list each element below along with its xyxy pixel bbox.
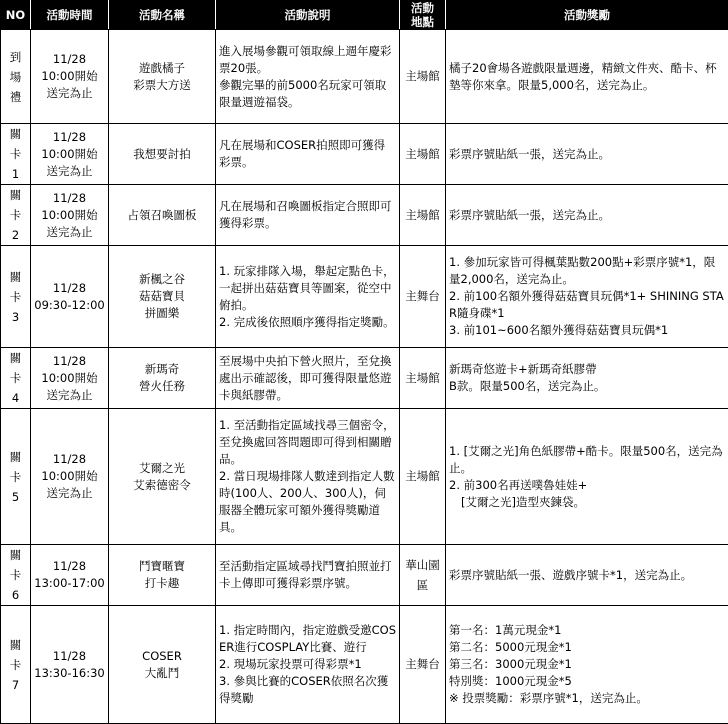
reward-cell <box>446 409 728 545</box>
event-name-line: 打卡趣 <box>112 575 212 592</box>
time-line: 11/28 <box>34 451 105 468</box>
venue: 主場館 <box>403 207 442 224</box>
reward-line: [艾爾之光]造型夾鍊袋。 <box>449 494 725 511</box>
description-line: 至活動指定區域尋找鬥寶拍照並打卡上傳即可獲得彩票序號。 <box>219 558 396 592</box>
time-line: 13:00-17:00 <box>34 575 105 592</box>
time-line: 10:00開始 <box>34 207 105 224</box>
row-number-cell <box>1 124 31 185</box>
reward-line: 第二名：5000元現金*1 <box>449 639 725 656</box>
reward-line: 彩票序號貼紙一張、遊戲序號卡*1，送完為止。 <box>449 567 725 584</box>
description-cell <box>216 606 400 724</box>
venue: 主場館 <box>403 146 442 163</box>
time-line: 10:00開始 <box>34 68 105 85</box>
time-cell <box>31 246 109 348</box>
reward-line: 第一名：1萬元現金*1 <box>449 622 725 639</box>
row-number-cell <box>1 606 31 724</box>
venue-cell <box>400 246 446 348</box>
row-number: 關卡1 <box>9 124 23 184</box>
table-row <box>1 409 728 545</box>
venue: 主場館 <box>403 68 442 85</box>
reward-cell <box>446 606 728 724</box>
event-name-line: 艾爾之光 <box>112 460 212 477</box>
table-row <box>1 606 728 724</box>
event-name-line: 新楓之谷 <box>112 271 212 288</box>
reward-line: 2. 前100名額外獲得菇菇寶貝玩偶*1+ SHINING STAR隨身碟*1 <box>449 288 725 322</box>
description-line: 凡在展場和COSER拍照即可獲得彩票。 <box>219 137 396 171</box>
time-line: 送完為止 <box>34 387 105 404</box>
time-line: 送完為止 <box>34 485 105 502</box>
header-no: NO <box>1 1 31 30</box>
description-line: 1. 指定時間內，指定遊戲受邀COSER進行COSPLAY比賽、遊行 <box>219 622 396 656</box>
time-line: 送完為止 <box>34 163 105 180</box>
reward-line: 彩票序號貼紙一張，送完為止。 <box>449 146 725 163</box>
description-line: 凡在展場和召喚圖板指定合照即可獲得彩票。 <box>219 198 396 232</box>
header-prize: 活動獎勵 <box>446 1 728 30</box>
reward-line: 3. 前101~600名額外獲得菇菇寶貝玩偶*1 <box>449 322 725 339</box>
reward-line: 第三名：3000元現金*1 <box>449 656 725 673</box>
time-cell <box>31 606 109 724</box>
table-row <box>1 30 728 124</box>
reward-cell <box>446 30 728 124</box>
time-line: 送完為止 <box>34 224 105 241</box>
venue-cell <box>400 30 446 124</box>
description-line: 2. 現場玩家投票可得彩票*1 <box>219 656 396 673</box>
time-cell <box>31 124 109 185</box>
event-name-line: 大亂鬥 <box>112 665 212 682</box>
time-line: 10:00開始 <box>34 370 105 387</box>
header-row <box>1 1 728 30</box>
description-cell <box>216 409 400 545</box>
event-name-cell <box>109 545 216 606</box>
row-number: 關卡6 <box>9 545 23 605</box>
venue-cell <box>400 606 446 724</box>
row-number: 關卡4 <box>9 348 23 408</box>
description-line: 3. 參與比賽的COSER依照名次獲得獎勵 <box>219 673 396 707</box>
event-name-line: 彩票大方送 <box>112 77 212 94</box>
row-number-cell <box>1 545 31 606</box>
event-name-cell <box>109 185 216 246</box>
venue: 華山園區 <box>405 555 441 595</box>
event-name-line: COSER <box>112 648 212 665</box>
time-cell <box>31 30 109 124</box>
table-row <box>1 246 728 348</box>
venue: 主舞台 <box>403 656 442 673</box>
venue: 主場館 <box>403 370 442 387</box>
row-number-cell <box>1 348 31 409</box>
event-name-cell <box>109 348 216 409</box>
table-row <box>1 545 728 606</box>
time-line: 10:00開始 <box>34 468 105 485</box>
time-line: 11/28 <box>34 353 105 370</box>
row-number: 關卡5 <box>9 447 23 507</box>
time-cell <box>31 409 109 545</box>
description-line: 參觀完畢的前5000名玩家可領取限量週遊福袋。 <box>219 77 396 111</box>
event-name-line: 我想要討拍 <box>112 146 212 163</box>
event-name-line: 遊戲橘子 <box>112 60 212 77</box>
description-line: 1. 玩家排隊入場，舉起定點色卡，一起拼出菇菇寶貝等圖案，從空中俯拍。 <box>219 263 396 314</box>
row-number-cell <box>1 185 31 246</box>
reward-line: 1. [艾爾之光]角色紙膠帶+酷卡。限量500名，送完為止。 <box>449 443 725 477</box>
time-line: 11/28 <box>34 648 105 665</box>
event-name-line: 占領召喚圖板 <box>112 207 212 224</box>
time-cell <box>31 185 109 246</box>
time-line: 11/28 <box>34 280 105 297</box>
row-number-cell <box>1 246 31 348</box>
description-cell <box>216 246 400 348</box>
time-cell <box>31 348 109 409</box>
description-line: 2. 完成後依照順序獲得指定獎勵。 <box>219 314 396 331</box>
venue-cell <box>400 185 446 246</box>
venue: 主舞台 <box>403 288 442 305</box>
event-name-cell <box>109 124 216 185</box>
time-line: 11/28 <box>34 129 105 146</box>
venue-cell <box>400 409 446 545</box>
reward-line: 特別獎：1000元現金*5 <box>449 673 725 690</box>
reward-line: 1. 參加玩家皆可得楓葉點數200點+彩票序號*1，限量2,000名，送完為止。 <box>449 254 725 288</box>
reward-line: 2. 前300名再送噗魯娃娃+ <box>449 477 725 494</box>
table-row <box>1 348 728 409</box>
event-name-cell <box>109 606 216 724</box>
reward-cell <box>446 246 728 348</box>
time-cell <box>31 545 109 606</box>
time-line: 10:00開始 <box>34 146 105 163</box>
venue-cell <box>400 348 446 409</box>
event-name-cell <box>109 246 216 348</box>
venue-cell <box>400 545 446 606</box>
description-line: 2. 當日現場排隊人數達到指定人數時(100人、200人、300人)，伺服器全體玩家可額外獲得獎勵道具。 <box>219 468 396 536</box>
venue-cell <box>400 124 446 185</box>
row-number: 關卡7 <box>9 635 23 695</box>
event-name-line: 艾索德密令 <box>112 477 212 494</box>
event-name-line: 拼圖樂 <box>112 305 212 322</box>
header-time: 活動時間 <box>31 1 109 30</box>
row-number: 到場禮 <box>9 47 23 107</box>
event-name-line: 營火任務 <box>112 378 212 395</box>
table-row <box>1 185 728 246</box>
time-line: 11/28 <box>34 51 105 68</box>
description-cell <box>216 124 400 185</box>
description-cell <box>216 545 400 606</box>
event-name-cell <box>109 409 216 545</box>
reward-line: 新瑪奇悠遊卡+新瑪奇紙膠帶 <box>449 361 725 378</box>
event-name-line: 新瑪奇 <box>112 361 212 378</box>
event-name-line: 菇菇寶貝 <box>112 288 212 305</box>
reward-cell <box>446 545 728 606</box>
event-name-cell <box>109 30 216 124</box>
time-line: 13:30-16:30 <box>34 665 105 682</box>
header-name: 活動名稱 <box>109 1 216 30</box>
reward-line: B款。限量500名，送完為止。 <box>449 378 725 395</box>
venue: 主場館 <box>403 468 442 485</box>
description-cell <box>216 30 400 124</box>
time-line: 送完為止 <box>34 85 105 102</box>
description-line: 1. 至活動指定區域找尋三個密令，至兌換處回答問題即可得到相關贈品。 <box>219 417 396 468</box>
table-row <box>1 124 728 185</box>
reward-line: ※ 投票獎勵：彩票序號*1，送完為止。 <box>449 690 725 707</box>
row-number: 關卡3 <box>9 267 23 327</box>
reward-line: 彩票序號貼紙一張，送完為止。 <box>449 207 725 224</box>
row-number-cell <box>1 30 31 124</box>
time-line: 11/28 <box>34 190 105 207</box>
header-venue <box>400 1 446 30</box>
reward-cell <box>446 348 728 409</box>
description-line: 進入展場參觀可領取線上週年慶彩票20張。 <box>219 43 396 77</box>
description-cell <box>216 348 400 409</box>
row-number: 關卡2 <box>9 185 23 245</box>
reward-cell <box>446 185 728 246</box>
description-line: 至展場中央拍下營火照片，至兌換處出示確認後，即可獲得限量悠遊卡與紙膠帶。 <box>219 353 396 404</box>
reward-line: 橘子20會場各遊戲限量週邊，精緻文件夾、酷卡、杯墊等你來拿。限量5,000名，送完為止。 <box>449 60 725 94</box>
time-line: 09:30-12:00 <box>34 297 105 314</box>
time-line: 11/28 <box>34 558 105 575</box>
header-desc: 活動說明 <box>216 1 400 30</box>
description-cell <box>216 185 400 246</box>
row-number-cell <box>1 409 31 545</box>
event-name-line: 鬥寶暱寶 <box>112 558 212 575</box>
reward-cell <box>446 124 728 185</box>
header-venue-label: 活動地點 <box>406 1 440 29</box>
